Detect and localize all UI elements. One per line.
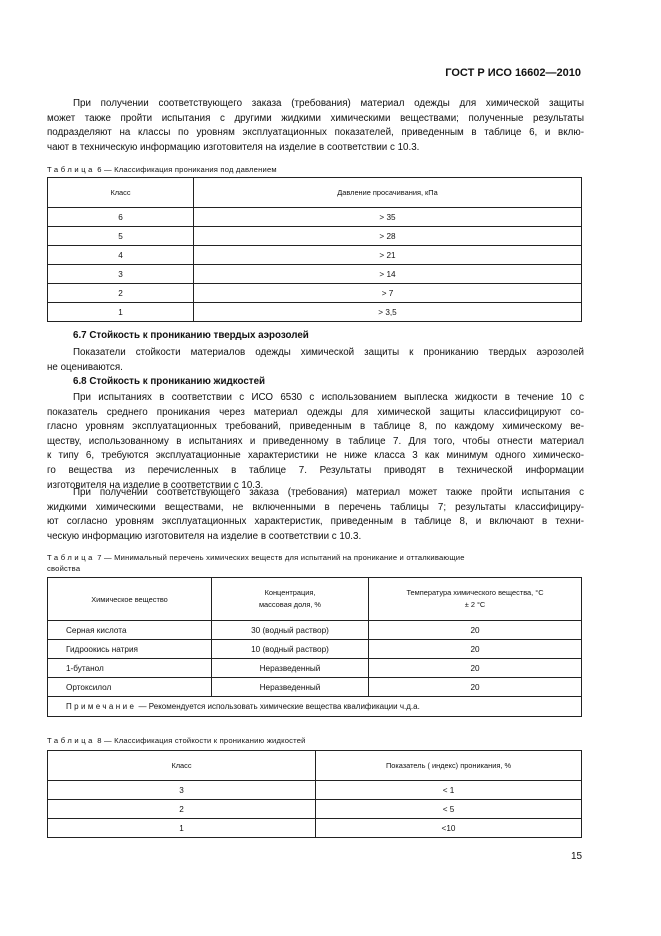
section-6-8-paragraph-2 xyxy=(47,486,584,544)
cell-substance: Гидроокись натрия xyxy=(48,640,212,659)
note-label: Примечание xyxy=(66,702,137,711)
cell-pressure: > 7 xyxy=(194,284,582,303)
column-header: Показатель ( индекс) проникания, % xyxy=(316,751,582,781)
text-line: может также пройти испытания с другими жидкими химическими веществами; полученные результаты xyxy=(47,112,584,124)
table-row xyxy=(48,303,582,322)
text-line: При получении соответствующего заказа (требования) материал может также пройти испытания с xyxy=(73,487,584,498)
cell-class: 6 xyxy=(48,208,194,227)
cell-penetration-index: < 1 xyxy=(316,781,582,800)
text-line: гласно уровням эксплуатационных требований, приведенным в таблице 8, по каждому химическому ве- xyxy=(47,421,584,433)
header-line: Температура химического вещества, °С xyxy=(406,588,544,597)
text-line: чают в техническую информацию изготовителя на изделие в соответствии с 10.3. xyxy=(47,141,420,153)
cell-concentration: 30 (водный раствор) xyxy=(212,621,369,640)
header-line: ± 2 °С xyxy=(464,600,486,609)
text-line: При получении соответствующего заказа (требования) материал одежды для химической защиты xyxy=(73,98,584,109)
section-6-8-title: 6.8 Стойкость к прониканию жидкостей xyxy=(73,376,266,387)
page-number: 15 xyxy=(571,851,583,862)
cell-class: 2 xyxy=(48,284,194,303)
cell-class: 2 xyxy=(48,800,316,819)
text-line: подразделяют на классы по уровням эксплуатационных показателей, приведенным в таблице 6, и вклю- xyxy=(47,127,584,139)
header-line: массовая доля, % xyxy=(258,600,322,609)
cell-concentration: Неразведенный xyxy=(212,678,369,697)
table-caption-text: 6 — Классификация проникания под давлением xyxy=(97,165,277,174)
table-8 xyxy=(47,750,582,838)
cell-class: 1 xyxy=(48,819,316,838)
cell-class: 3 xyxy=(48,265,194,284)
cell-class: 5 xyxy=(48,227,194,246)
cell-pressure: > 14 xyxy=(194,265,582,284)
table-row xyxy=(48,800,582,819)
column-header-temperature xyxy=(369,578,582,621)
text-line: При испытаниях в соответствии с ИСО 6530 с использованием выплеска жидкости в течение 10 с xyxy=(73,392,584,403)
table-row xyxy=(48,678,582,697)
table-row xyxy=(48,208,582,227)
text-line: изготовителя на изделие в соответствии с 10.3. xyxy=(47,479,264,491)
table-row xyxy=(48,819,582,838)
table-row xyxy=(48,640,582,659)
text-line: ществу, использованному в испытаниях и приведенному в таблице 7. Для того, чтобы отнести материал xyxy=(47,435,584,447)
cell-penetration-index: <10 xyxy=(316,819,582,838)
table-6 xyxy=(47,177,582,322)
table-row xyxy=(48,621,582,640)
table-caption-text-line2: свойства xyxy=(47,564,81,573)
column-header: Класс xyxy=(48,751,316,781)
cell-pressure: > 28 xyxy=(194,227,582,246)
cell-concentration: 10 (водный раствор) xyxy=(212,640,369,659)
cell-pressure: > 21 xyxy=(194,246,582,265)
table-row xyxy=(48,246,582,265)
header-line: Концентрация, xyxy=(264,588,316,597)
note-text: — Рекомендуется использовать химические вещества квалификации ч.д.а. xyxy=(138,702,420,711)
text-line: Показатели стойкости материалов одежды химической защиты к прониканию твердых аэрозолей xyxy=(73,347,584,358)
table-row xyxy=(48,284,582,303)
cell-substance: Ортоксилол xyxy=(48,678,212,697)
intro-paragraph xyxy=(47,97,584,155)
table-label: Таблица xyxy=(47,553,95,562)
document-code: ГОСТ Р ИСО 16602—2010 xyxy=(445,67,581,79)
text-line: не оцениваются. xyxy=(47,361,123,373)
text-line: показатель среднего проникания через материал одежды для химической защиты классифицируют со- xyxy=(47,406,584,418)
table-note xyxy=(48,697,582,717)
cell-temperature: 20 xyxy=(369,678,582,697)
text-line: ческую информацию изготовителя на изделие в соответствии с 10.3. xyxy=(47,530,362,542)
table6-caption xyxy=(47,165,277,174)
table-note-row xyxy=(48,697,582,717)
cell-concentration: Неразведенный xyxy=(212,659,369,678)
table8-caption xyxy=(47,736,306,745)
cell-class: 3 xyxy=(48,781,316,800)
text-line: ют согласно уровням эксплуатационных характеристик, приведенным в таблице 8, и включают в техни- xyxy=(47,516,584,528)
table-7 xyxy=(47,577,582,717)
table-row xyxy=(48,265,582,284)
table-label: Таблица xyxy=(47,736,95,745)
column-header: Класс xyxy=(48,178,194,208)
column-header-concentration xyxy=(212,578,369,621)
cell-class: 1 xyxy=(48,303,194,322)
text-line: жидкими химическими веществами, не включенными в перечень таблицы 7; результаты классифициру- xyxy=(47,501,584,513)
cell-class: 4 xyxy=(48,246,194,265)
column-header: Химическое вещество xyxy=(48,578,212,621)
column-header: Давление просачивания, кПа xyxy=(194,178,582,208)
text-line: го вещества из перечисленных в таблице 7. Результаты приводят в технической информации xyxy=(47,464,584,476)
table-caption-text: 7 — Минимальный перечень химических веществ для испытаний на проникание и отталкивающие xyxy=(97,553,465,562)
cell-pressure: > 3,5 xyxy=(194,303,582,322)
cell-substance: 1-бутанол xyxy=(48,659,212,678)
cell-substance: Серная кислота xyxy=(48,621,212,640)
section-6-8-paragraph-1 xyxy=(47,391,584,493)
table-row xyxy=(48,659,582,678)
section-6-7-title: 6.7 Стойкость к прониканию твердых аэрозолей xyxy=(73,330,309,341)
text-line: к типу 6, требуются эксплуатационные характеристики не ниже класса 3 как минимум одного химическо- xyxy=(47,450,584,462)
table7-caption xyxy=(47,552,587,574)
cell-temperature: 20 xyxy=(369,621,582,640)
cell-pressure: > 35 xyxy=(194,208,582,227)
table-caption-text: 8 — Классификация стойкости к прониканию жидкостей xyxy=(97,736,306,745)
table-row xyxy=(48,227,582,246)
section-6-7-text xyxy=(47,346,584,375)
cell-penetration-index: < 5 xyxy=(316,800,582,819)
cell-temperature: 20 xyxy=(369,659,582,678)
table-row xyxy=(48,781,582,800)
table-label: Таблица xyxy=(47,165,95,174)
cell-temperature: 20 xyxy=(369,640,582,659)
